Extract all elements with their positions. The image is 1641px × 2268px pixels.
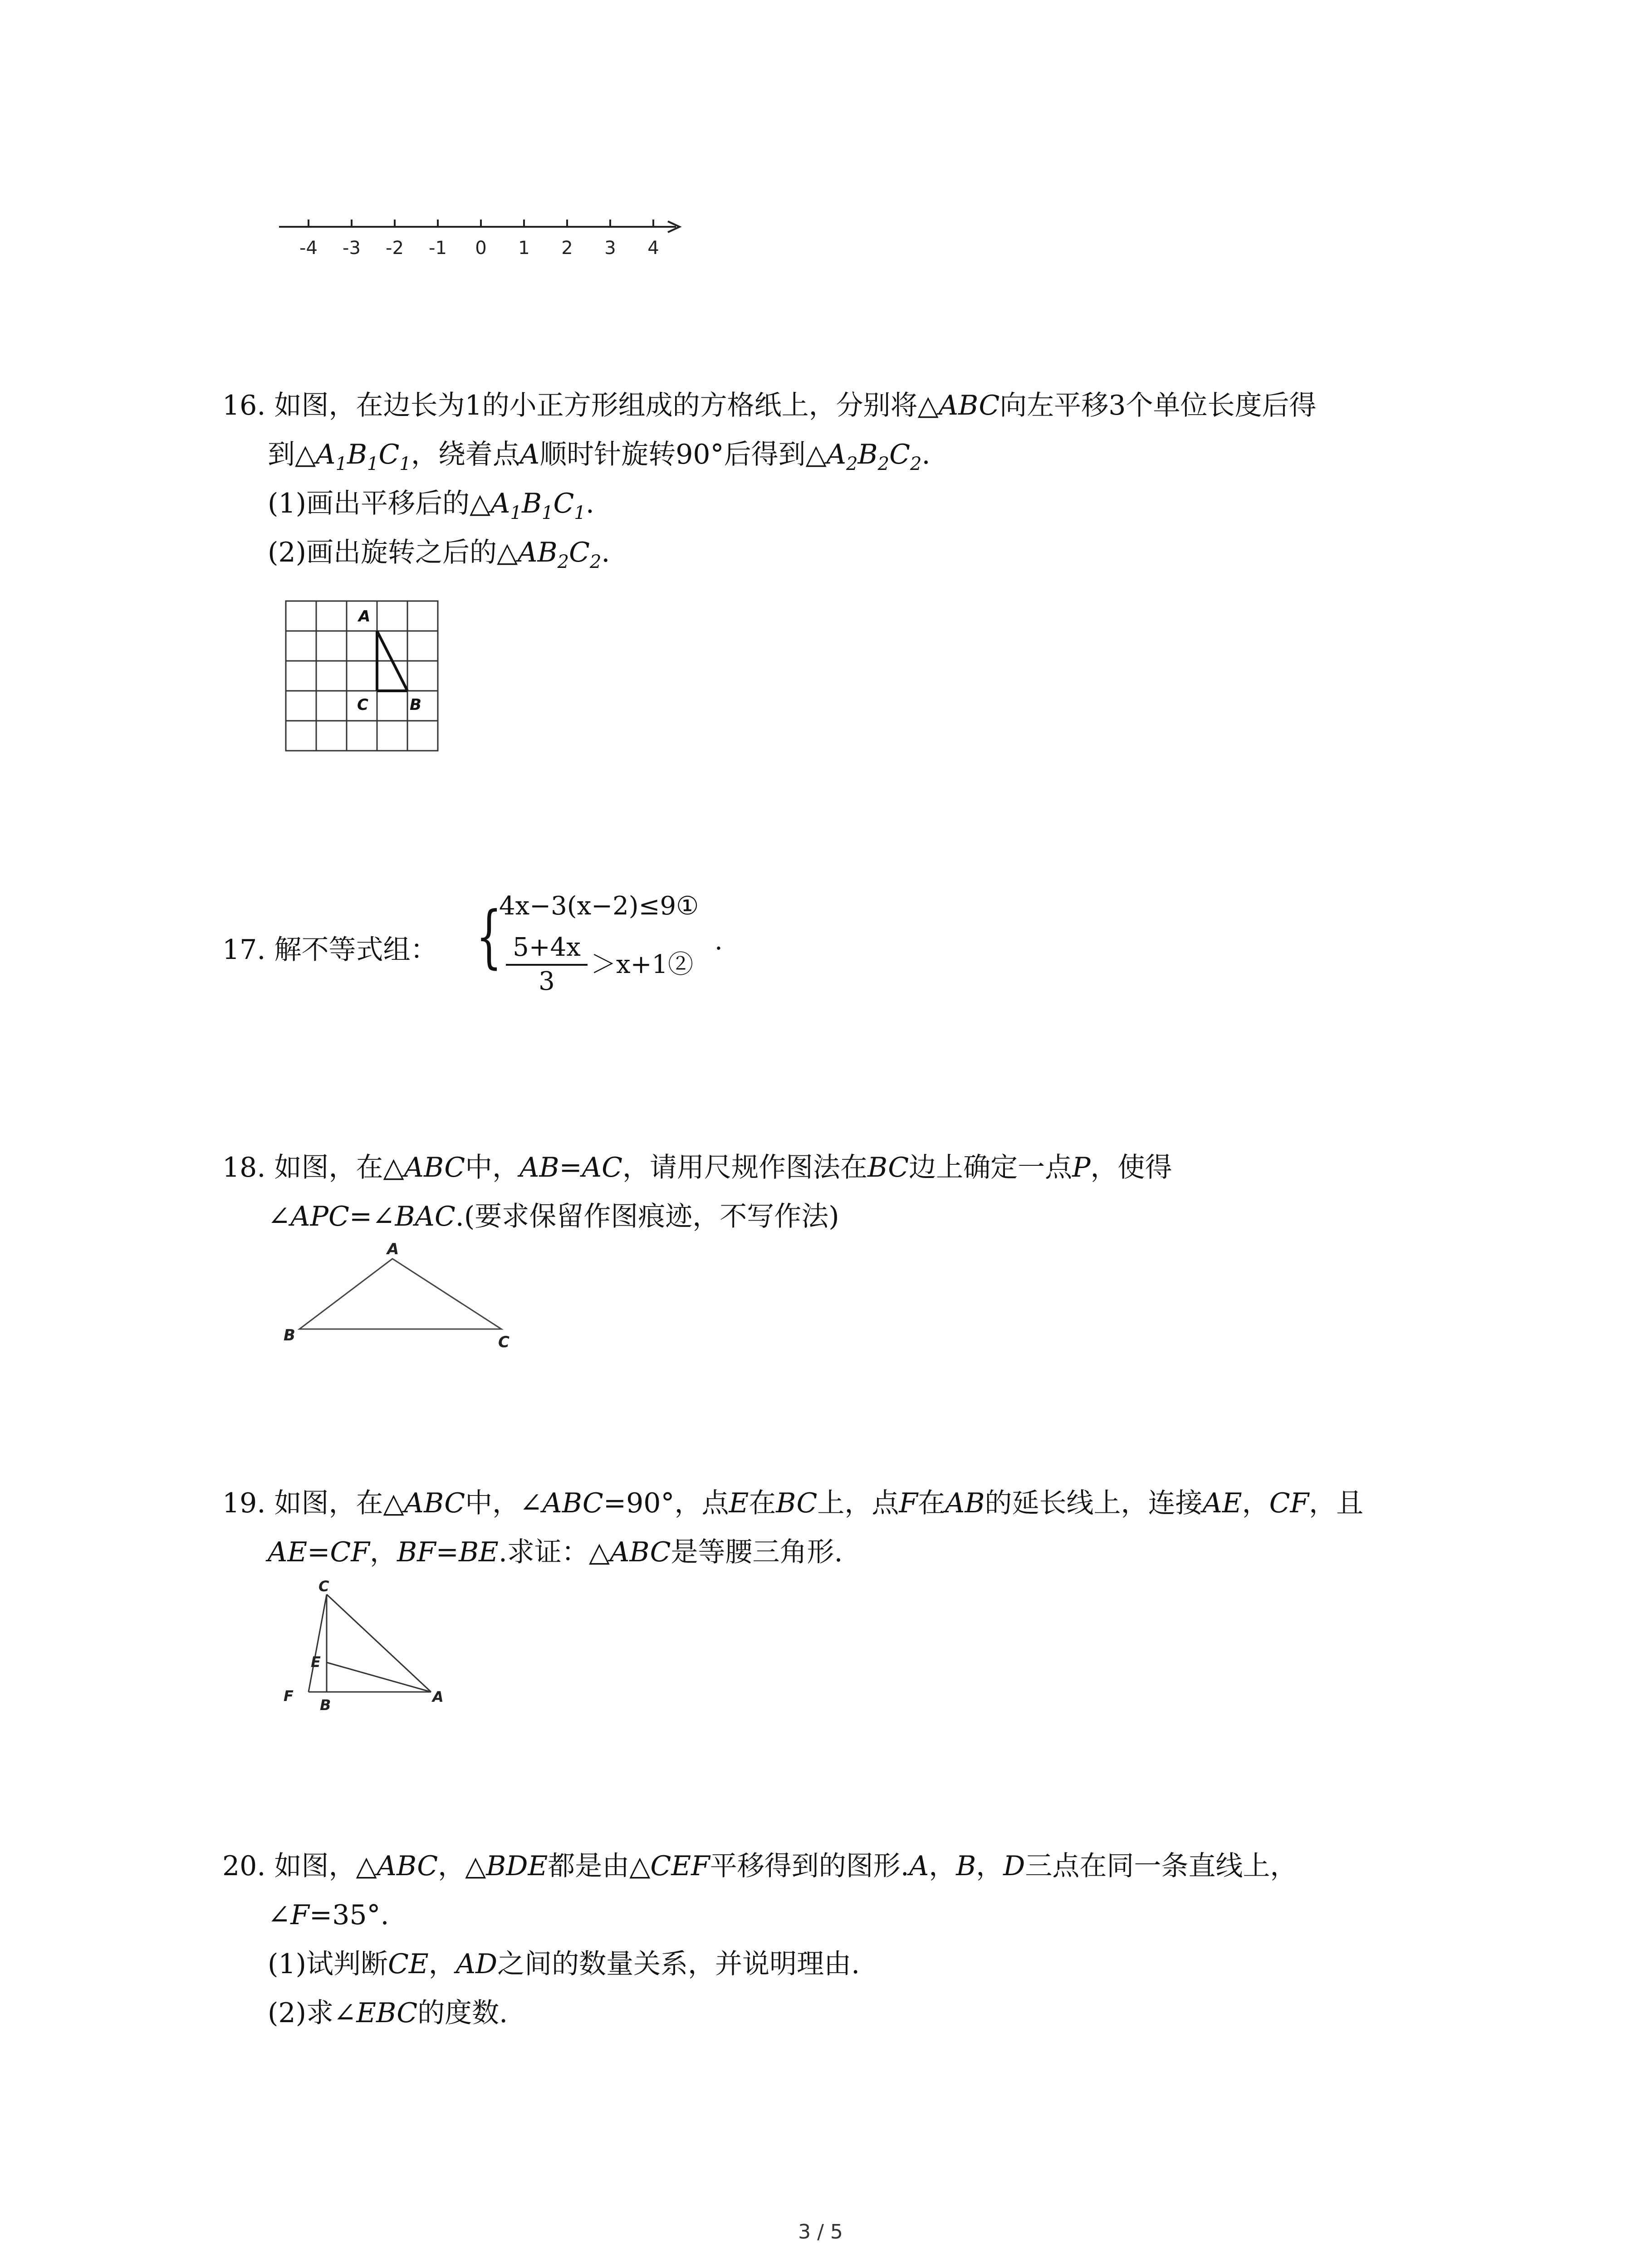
math: F [290, 1899, 309, 1931]
text: =∠ [349, 1201, 395, 1232]
tick-label: 1 [518, 238, 530, 259]
period: . [715, 926, 723, 956]
math: BAC [395, 1201, 456, 1232]
text: ， [1242, 1487, 1269, 1519]
inequality-system [467, 889, 740, 1016]
number-line [272, 209, 690, 263]
question-16-part-2 [222, 528, 1316, 577]
text: 如图，在边长为1的小正方形组成的方格纸上，分别将△ [274, 390, 939, 421]
triangle-figure-18 [277, 1238, 531, 1356]
text: .求证：△ [498, 1536, 610, 1568]
text: .(要求保留作图痕迹，不写作法) [455, 1201, 839, 1232]
math: BDE [486, 1850, 548, 1882]
math: CE [388, 1948, 429, 1980]
math: $A_1B_1C_1$ [316, 439, 411, 474]
tick-label: -4 [299, 238, 318, 259]
question-16-part-1 [222, 479, 1316, 528]
text: 边上确定一点 [909, 1152, 1073, 1183]
text: . [585, 488, 594, 519]
vertex-label-b: B [320, 1696, 331, 1714]
text: 如图，在△ [274, 1487, 404, 1519]
question-number: 18. [222, 1152, 266, 1183]
text: ， [976, 1850, 1004, 1882]
text: 如图，△ [274, 1850, 377, 1882]
vertex-label-a: A [387, 1240, 399, 1258]
math: AB [945, 1487, 985, 1519]
tick-label: 2 [561, 238, 573, 259]
math: $A_1B_1C_1$ [490, 488, 586, 523]
text: ∠ [268, 1899, 291, 1931]
text: 平移得到的图形. [710, 1850, 909, 1882]
inequality-1: 4x−3(x−2)≤9① [499, 891, 699, 921]
question-16-line-2 [222, 430, 1316, 479]
question-16 [222, 381, 1316, 577]
text: 中， [465, 1152, 520, 1183]
math: F [899, 1487, 918, 1519]
question-19-line-1 [222, 1479, 1363, 1528]
text: 之间的数量关系，并说明理由. [497, 1948, 860, 1980]
text: (2)画出旋转之后的△ [268, 537, 518, 568]
text: (1)画出平移后的△ [268, 488, 491, 519]
math: ABC [404, 1152, 465, 1183]
text: (2)求∠ [268, 1997, 357, 2029]
text: ， [369, 1536, 397, 1568]
math: ABC [938, 390, 1000, 421]
text: 向左平移3个单位长度后得 [999, 390, 1317, 421]
math: ABC [542, 1487, 603, 1519]
math: BF=BE [397, 1536, 499, 1568]
question-20-line-2 [222, 1891, 1297, 1940]
text: 的度数. [417, 1997, 508, 2029]
question-17 [222, 925, 438, 974]
math: AD [456, 1948, 498, 1980]
math: AE=CF [268, 1536, 370, 1568]
vertex-label-f: F [284, 1687, 294, 1705]
question-20-part-1 [222, 1940, 1297, 1989]
page-number: 3 / 5 [798, 2220, 843, 2244]
inequality-2-rhs: ＞x+1② [591, 950, 694, 979]
question-18 [222, 1143, 1172, 1241]
math: P [1072, 1152, 1091, 1183]
text: 是等腰三角形. [671, 1536, 843, 1568]
text: ， [428, 1948, 456, 1980]
question-number: 20. [222, 1850, 266, 1882]
text: 在 [749, 1487, 776, 1519]
text: . [601, 537, 610, 568]
math: $A_2B_2C_2$ [826, 439, 922, 474]
text: (1)试判断 [268, 1948, 388, 1980]
question-20 [222, 1842, 1297, 2038]
math: EBC [356, 1997, 418, 2029]
tick-label: -2 [386, 238, 404, 259]
triangle-figure-19 [277, 1574, 449, 1724]
math: APC [290, 1201, 349, 1232]
math: B [956, 1850, 976, 1882]
vertex-label-c: C [357, 696, 368, 714]
numerator: 5+4x [506, 933, 588, 966]
math: ABC [404, 1487, 465, 1519]
tick-label: -3 [343, 238, 361, 259]
tick-label: 0 [475, 238, 487, 259]
text: ∠ [268, 1201, 291, 1232]
math: A [519, 439, 540, 470]
math: D [1003, 1850, 1025, 1882]
text: 上，点 [817, 1487, 899, 1519]
math: ABC [377, 1850, 438, 1882]
vertex-label-b: B [284, 1326, 295, 1344]
vertex-label-c: C [318, 1578, 329, 1595]
text: =35°. [309, 1899, 389, 1931]
text: 在 [918, 1487, 945, 1519]
vertex-label-c: C [498, 1333, 509, 1351]
fraction [506, 933, 588, 996]
math: BC [776, 1487, 818, 1519]
math: ABC [610, 1536, 671, 1568]
text: 如图，在△ [274, 1152, 404, 1183]
text: 三点在同一条直线上， [1025, 1850, 1298, 1882]
question-20-line-1 [222, 1842, 1297, 1891]
question-18-line-1 [222, 1143, 1172, 1192]
math: CF [1269, 1487, 1309, 1519]
grid-figure [279, 596, 442, 755]
math: A [909, 1850, 929, 1882]
text: ， [929, 1850, 956, 1882]
math: AB=AC [519, 1152, 623, 1183]
text: 解不等式组： [274, 934, 438, 966]
text: ，△ [438, 1850, 486, 1882]
text: 都是由△ [548, 1850, 651, 1882]
vertex-label-a: A [432, 1688, 444, 1706]
math: BC [867, 1152, 909, 1183]
vertex-label-a: A [358, 607, 371, 626]
question-number: 19. [222, 1487, 266, 1519]
question-20-part-2 [222, 1989, 1297, 2038]
question-19-line-2 [222, 1528, 1363, 1577]
question-number: 16. [222, 390, 266, 421]
question-16-line-1 [222, 381, 1316, 430]
math: AE [1202, 1487, 1242, 1519]
question-19 [222, 1479, 1363, 1577]
brace: { [476, 897, 502, 976]
text: =90°，点 [603, 1487, 729, 1519]
text: 中，∠ [465, 1487, 543, 1519]
text: ，绕着点 [411, 439, 520, 470]
tick-label: 3 [604, 238, 616, 259]
denominator: 3 [539, 967, 555, 996]
text: 顺时针旋转90°后得到△ [539, 439, 827, 470]
text: ，且 [1309, 1487, 1364, 1519]
tick-label: 4 [647, 238, 659, 259]
vertex-label-b: B [410, 696, 421, 714]
tick-label: -1 [429, 238, 447, 259]
text: . [921, 439, 931, 470]
math: $AB_2C_2$ [518, 537, 602, 572]
question-18-line-2 [222, 1192, 1172, 1241]
text: ，请用尺规作图法在 [622, 1152, 868, 1183]
math: E [729, 1487, 749, 1519]
question-number: 17. [222, 934, 266, 966]
vertex-label-e: E [311, 1653, 321, 1671]
text: ，使得 [1090, 1152, 1172, 1183]
math: CEF [650, 1850, 710, 1882]
text: 的延长线上，连接 [985, 1487, 1203, 1519]
text: 到△ [268, 439, 316, 470]
